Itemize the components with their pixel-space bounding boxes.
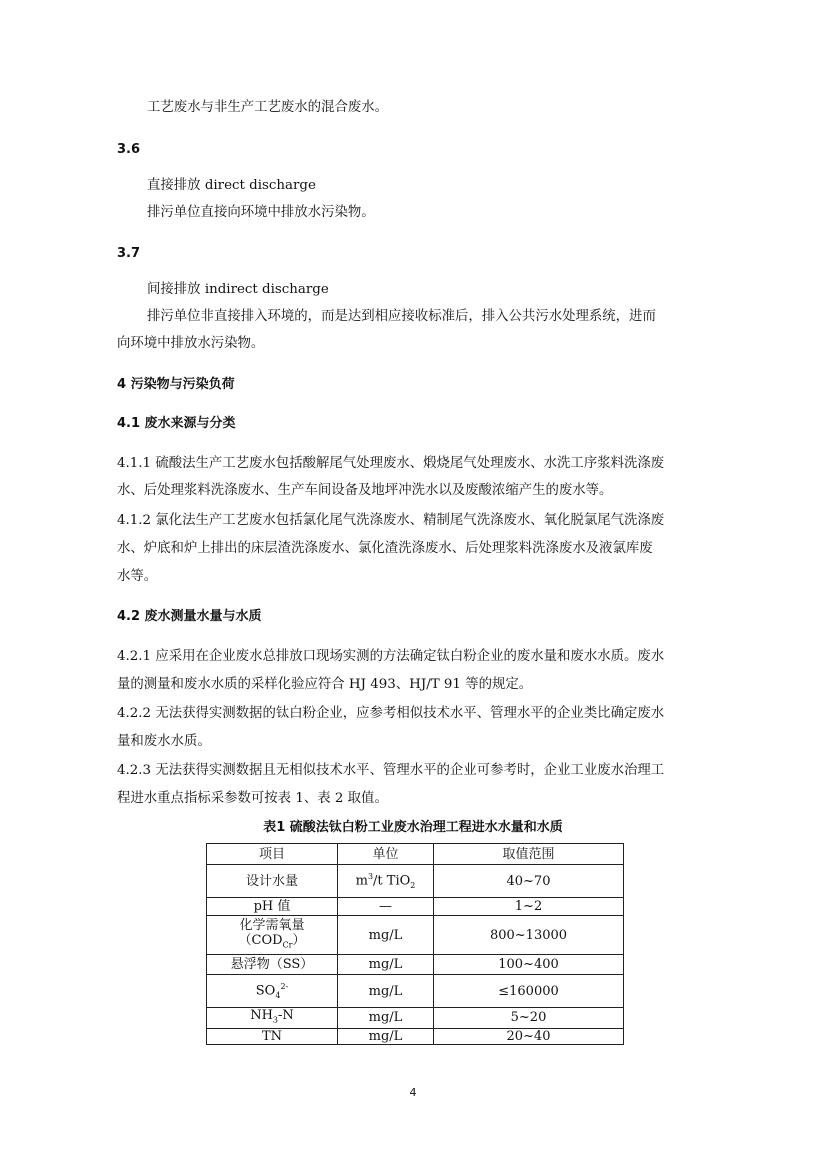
cell-range: 1~2 bbox=[434, 898, 624, 916]
paragraph-4-2-1-line1: 4.2.1 应采用在企业废水总排放口现场实测的方法确定钛白粉企业的废水量和废水水质。废水 bbox=[117, 649, 665, 664]
table-header-row bbox=[207, 844, 624, 865]
table-caption: 表1 硫酸法钛白粉工业废水治理工程进水水量和水质 bbox=[263, 820, 563, 835]
cell-item: TN bbox=[207, 1028, 338, 1044]
definition-indirect-line2: 向环境中排放水污染物。 bbox=[117, 336, 265, 351]
heading-section-4-2: 4.2 废水测量水量与水质 bbox=[117, 609, 262, 624]
paragraph-4-1-2-line2: 水、炉底和炉上排出的床层渣洗涤废水、氯化渣洗涤废水、后处理浆料洗涤废水及液氯库废 bbox=[117, 541, 653, 556]
table-row bbox=[207, 916, 624, 955]
heading-section-4-1: 4.1 废水来源与分类 bbox=[117, 416, 236, 431]
paragraph-mixed-wastewater: 工艺废水与非生产工艺废水的混合废水。 bbox=[147, 100, 389, 115]
table-row bbox=[207, 898, 624, 916]
cell-unit: mg/L bbox=[338, 1008, 434, 1029]
table-row bbox=[207, 1008, 624, 1029]
page-number: 4 bbox=[409, 1086, 417, 1099]
paragraph-4-1-2-line3: 水等。 bbox=[117, 569, 158, 584]
cell-range: 100~400 bbox=[434, 955, 624, 975]
table-row bbox=[207, 955, 624, 975]
water-quality-table bbox=[206, 843, 624, 1045]
cell-item: 设计水量 bbox=[207, 865, 338, 898]
paragraph-4-1-1-line2: 水、后处理浆料洗涤废水、生产车间设备及地坪冲洗水以及废酸浓缩产生的废水等。 bbox=[117, 483, 613, 498]
header-range: 取值范围 bbox=[434, 844, 624, 865]
cell-item: $NH_3-N$ bbox=[207, 1008, 338, 1029]
cell-range: 800~13000 bbox=[434, 916, 624, 955]
table-row bbox=[207, 865, 624, 898]
definition-indirect-line1: 排污单位非直接排入环境的，而是达到相应接收标准后，排入公共污水处理系统，进而 bbox=[147, 309, 656, 324]
paragraph-4-2-1-line2: 量的测量和废水水质的采样化验应符合 HJ 493、HJ/T 91 等的规定。 bbox=[117, 677, 533, 692]
term-direct-discharge: 直接排放 direct discharge bbox=[147, 178, 316, 193]
paragraph-4-1-1-line1: 4.1.1 硫酸法生产工艺废水包括酸解尾气处理废水、煅烧尾气处理废水、水洗工序浆料洗涤废 bbox=[117, 456, 665, 471]
heading-section-4: 4 污染物与污染负荷 bbox=[117, 377, 235, 392]
cell-unit: mg/L bbox=[338, 1028, 434, 1044]
paragraph-4-2-3-line1: 4.2.3 无法获得实测数据且无相似技术水平、管理水平的企业可参考时，企业工业废水治理工 bbox=[117, 763, 665, 778]
cell-item: pH 值 bbox=[207, 898, 338, 916]
cell-range: 20~40 bbox=[434, 1028, 624, 1044]
cell-unit: mg/L bbox=[338, 916, 434, 955]
section-number-3-6: 3.6 bbox=[117, 142, 141, 157]
cell-range: ≤160000 bbox=[434, 975, 624, 1008]
paragraph-4-2-3-line2: 程进水重点指标采参数可按表 1、表 2 取值。 bbox=[117, 791, 388, 806]
cell-unit: mg/L bbox=[338, 955, 434, 975]
header-unit: 单位 bbox=[338, 844, 434, 865]
table-row bbox=[207, 975, 624, 1008]
paragraph-4-2-2-line2: 量和废水水质。 bbox=[117, 734, 211, 749]
table-row bbox=[207, 1028, 624, 1044]
term-indirect-discharge: 间接排放 indirect discharge bbox=[147, 282, 329, 297]
paragraph-4-2-2-line1: 4.2.2 无法获得实测数据的钛白粉企业，应参考相似技术水平、管理水平的企业类比确定废水 bbox=[117, 706, 665, 721]
header-item: 项目 bbox=[207, 844, 338, 865]
paragraph-4-1-2-line1: 4.1.2 氯化法生产工艺废水包括氯化尾气洗涤废水、精制尾气洗涤废水、氧化脱氯尾气洗涤废 bbox=[117, 513, 665, 528]
cell-unit: mg/L bbox=[338, 975, 434, 1008]
definition-direct-discharge: 排污单位直接向环境中排放水污染物。 bbox=[147, 205, 375, 220]
cell-item: $SO_4^{2-}$ bbox=[207, 975, 338, 1008]
cell-range: 40~70 bbox=[434, 865, 624, 898]
cell-range: 5~20 bbox=[434, 1008, 624, 1029]
cell-unit: $m^3/t$ TiO$_2$ bbox=[338, 865, 434, 898]
cell-item: 悬浮物（SS） bbox=[207, 955, 338, 975]
cell-unit: — bbox=[338, 898, 434, 916]
cell-item: 化学需氧量 $(COD_{Cr})$ bbox=[207, 916, 338, 955]
section-number-3-7: 3.7 bbox=[117, 246, 141, 261]
